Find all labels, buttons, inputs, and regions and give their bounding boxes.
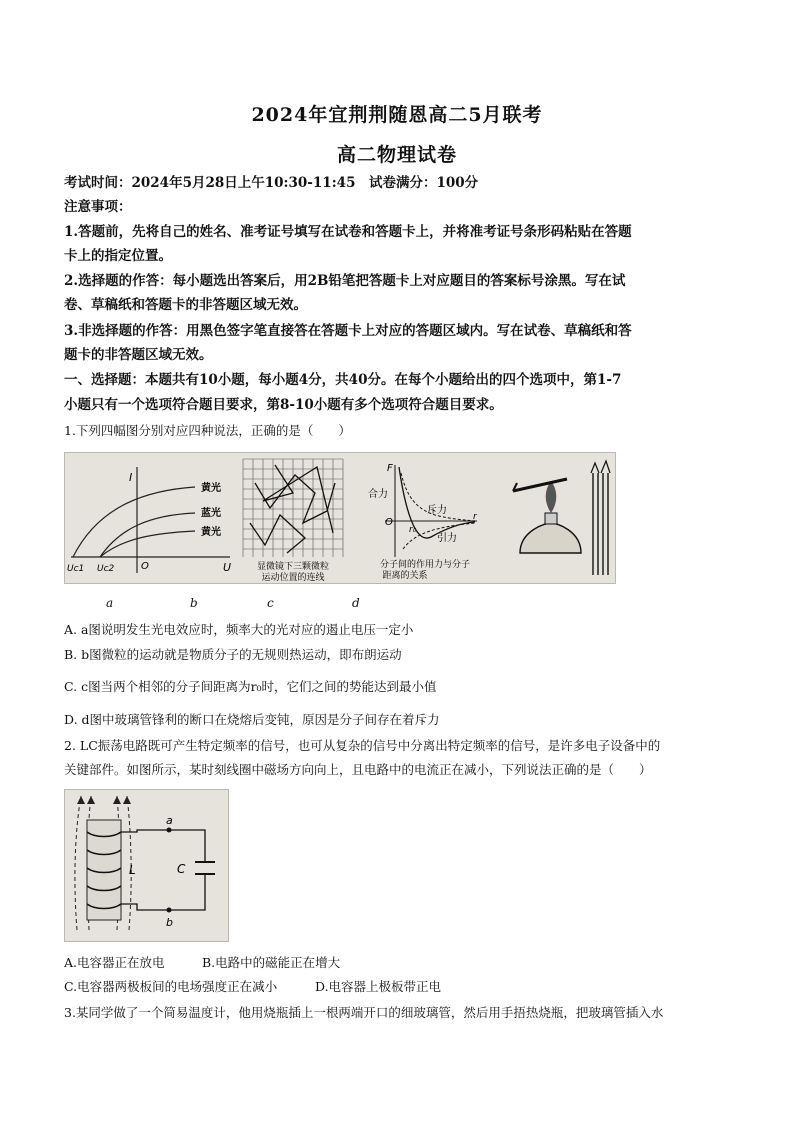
q1-stem: 1.下列四幅图分别对应四种说法，正确的是（ ） bbox=[64, 423, 351, 438]
notice-1-line-2: 卡上的指定位置。 bbox=[64, 248, 172, 264]
q2-stem-line-1: 2. LC振荡电路既可产生特定频率的信号，也可从复杂的信号中分离出特定频率的信号，是许多电子设备中的 bbox=[64, 738, 661, 753]
q2-option-a: A.电容器正在放电 bbox=[64, 955, 165, 970]
a-origin-label: O bbox=[141, 561, 149, 572]
q2-stem-line-2: 关键部件。如图所示，某时刻线圈中磁场方向向上，且电路中的电流正在减小，下列说法正确的是（ ） bbox=[64, 762, 652, 777]
notice-2-line-1: 2.选择题的作答：每小题选出答案后，用2B铅笔把答题卡上对应题目的答案标号涂黑。写在试 bbox=[64, 273, 626, 289]
notice-label: 注意事项： bbox=[64, 199, 132, 215]
q1-figure bbox=[64, 452, 616, 584]
q3-stem-line-1: 3.某同学做了一个简易温度计，他用烧瓶插上一根两端开口的细玻璃管，然后用手捂热烧瓶，把玻璃管插入水 bbox=[64, 1005, 664, 1020]
a-curve3-label: 黄光 bbox=[201, 527, 221, 538]
notice-2-line-2: 卷、草稿纸和答题卡的非答题区域无效。 bbox=[64, 297, 307, 313]
q1-sub-label-a: a bbox=[106, 596, 114, 610]
c-r0-label: r₀ bbox=[409, 525, 417, 535]
section1-line-2: 小题只有一个选项符合题目要求，第8-10小题有多个选项符合题目要求。 bbox=[64, 397, 503, 413]
notice-3-line-2: 题卡的非答题区域无效。 bbox=[64, 347, 213, 363]
c-chili-label: 斥力 bbox=[427, 505, 447, 516]
q1-sub-label-d: d bbox=[352, 596, 360, 610]
figure-c-force-graph bbox=[368, 463, 478, 581]
q2-option-c: C.电容器两极板间的电场强度正在减小 bbox=[64, 979, 278, 994]
a-u-axis-label: U bbox=[223, 561, 232, 574]
exam-subtitle: 高二物理试卷 bbox=[336, 144, 457, 166]
a-curve2-label: 蓝光 bbox=[201, 508, 221, 519]
section1-line-1: 一、选择题：本题共有10小题，每小题4分，共40分。在每个小题给出的四个选项中，第1-7 bbox=[64, 372, 622, 388]
exam-title: 2024年宜荆荆随恩高二5月联考 bbox=[251, 104, 543, 126]
q1-option-a: A. a图说明发生光电效应时，频率大的光对应的遏止电压一定小 bbox=[64, 622, 414, 637]
figure-d-lamp-glass-tubes bbox=[513, 461, 610, 575]
notice-3-line-1: 3.非选择题的作答：用黑色签字笔直接答在答题卡上对应的答题区域内。写在试卷、草稿纸和答 bbox=[64, 323, 632, 339]
a-uc1-label: Uc1 bbox=[67, 564, 85, 574]
c-origin-label: O bbox=[385, 517, 393, 528]
q1-sub-label-b: b bbox=[190, 596, 198, 610]
q2-option-b: B.电路中的磁能正在增大 bbox=[202, 955, 341, 970]
c-yinli-label: 引力 bbox=[437, 533, 457, 544]
q1-sub-label-c: c bbox=[267, 596, 274, 610]
exam-info: 考试时间：2024年5月28日上午10:30-11:45 试卷满分：100分 bbox=[64, 175, 479, 191]
q2-circuit-svg bbox=[65, 790, 228, 941]
c-heli-label: 合力 bbox=[368, 489, 388, 500]
q1-option-c: C. c图当两个相邻的分子间距离为r₀时，它们之间的势能达到最小值 bbox=[64, 679, 437, 694]
c-f-label: F bbox=[387, 463, 393, 474]
circuit-l-label: L bbox=[129, 863, 136, 877]
c-caption-line-2: 距离的关系 bbox=[382, 571, 428, 581]
figure-a-iu-graph bbox=[67, 467, 231, 574]
q1-figure-svg bbox=[65, 453, 615, 583]
q2-option-d: D.电容器上极板带正电 bbox=[315, 979, 442, 994]
circuit-a-label: a bbox=[166, 814, 173, 827]
q2-lc-circuit-figure bbox=[64, 789, 229, 942]
a-curve1-label: 黄光 bbox=[201, 483, 221, 494]
c-r-label: r bbox=[473, 512, 477, 522]
notice-1-line-1: 1.答题前，先将自己的姓名、准考证号填写在试卷和答题卡上，并将准考证号条形码粘贴在答题 bbox=[64, 224, 632, 240]
c-caption-line-1: 分子间的作用力与分子 bbox=[379, 560, 471, 570]
b-caption-line-2: 运动位置的连线 bbox=[261, 573, 325, 583]
a-i-axis-label: I bbox=[129, 471, 133, 484]
circuit-c-label: C bbox=[177, 862, 186, 876]
q1-option-b: B. b图微粒的运动就是物质分子的无规则热运动，即布朗运动 bbox=[64, 647, 402, 662]
q1-option-d: D. d图中玻璃管锋利的断口在烧熔后变钝，原因是分子间存在着斥力 bbox=[64, 712, 440, 727]
b-caption-line-1: 显微镜下三颗微粒 bbox=[256, 562, 330, 572]
circuit-b-label: b bbox=[166, 916, 173, 929]
figure-b-brownian-grid bbox=[243, 459, 343, 583]
a-uc2-label: Uc2 bbox=[97, 564, 115, 574]
